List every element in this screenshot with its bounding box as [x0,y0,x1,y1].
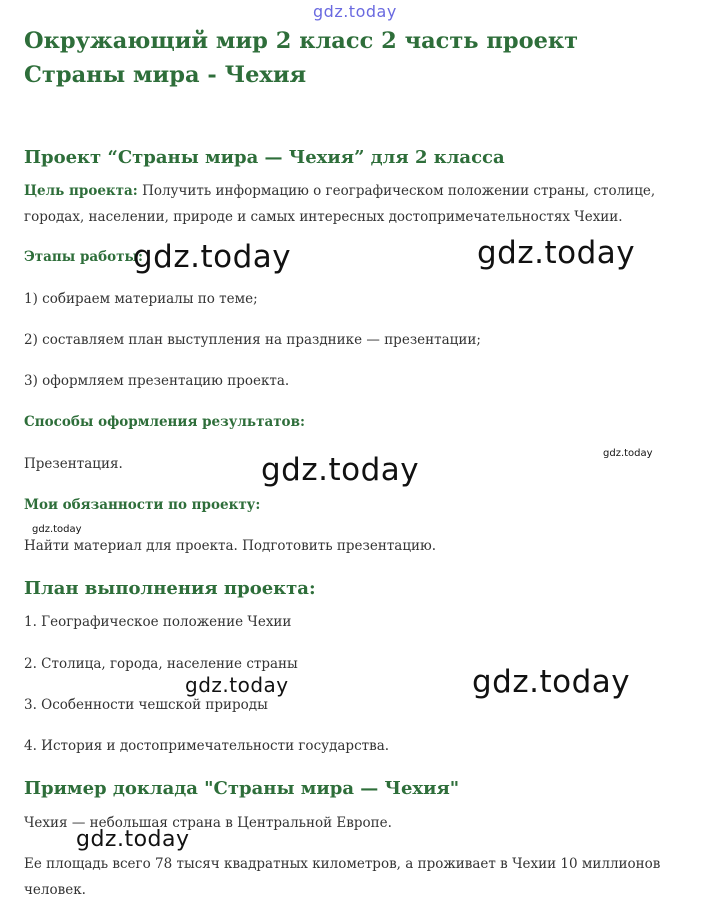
stages-label: Этапы работы: [24,249,144,265]
goal-text: Получить информацию о географическом положении страны, столице, городах, населении, природе и самых интересных достопримечательностях Чехии. [24,183,656,225]
watermark: gdz.today [472,664,631,700]
watermark: gdz.today [313,2,397,21]
plan-item: 1. Географическое положение Чехии [24,614,292,630]
watermark: gdz.today [133,239,292,275]
duties-text: Найти материал для проекта. Подготовить презентацию. [24,538,437,554]
stage-item: 3) оформляем презентацию проекта. [24,373,290,389]
goal-paragraph [24,178,674,230]
watermark: gdz.today [477,235,636,271]
results-text: Презентация. [24,456,123,472]
watermark: gdz.today [185,673,289,697]
plan-item: 2. Столица, города, население страны [24,656,298,672]
plan-item: 3. Особенности чешской природы [24,697,268,713]
stage-item: 2) составляем план выступления на празднике — презентации; [24,332,481,348]
project-heading: Проект “Страны мира — Чехия” для 2 класса [24,147,505,168]
plan-heading: План выполнения проекта: [24,578,316,599]
duties-label: Мои обязанности по проекту: [24,497,261,513]
results-label: Способы оформления результатов: [24,414,305,430]
example-paragraph: Чехия — небольшая страна в Центральной Европе. [24,815,392,831]
stage-item: 1) собираем материалы по теме; [24,291,258,307]
page-title: Окружающий мир 2 класс 2 часть проект Страны мира - Чехия [24,28,579,88]
plan-item: 4. История и достопримечательности государства. [24,738,390,754]
example-heading: Пример доклада "Страны мира — Чехия" [24,778,460,799]
goal-label: Цель проекта: [24,183,138,199]
example-paragraph: Ее площадь всего 78 тысяч квадратных километров, а проживает в Чехии 10 миллионов человек. [24,856,661,898]
watermark: gdz.today [603,448,653,459]
watermark: gdz.today [76,827,190,852]
watermark: gdz.today [261,452,420,488]
watermark: gdz.today [32,524,82,535]
